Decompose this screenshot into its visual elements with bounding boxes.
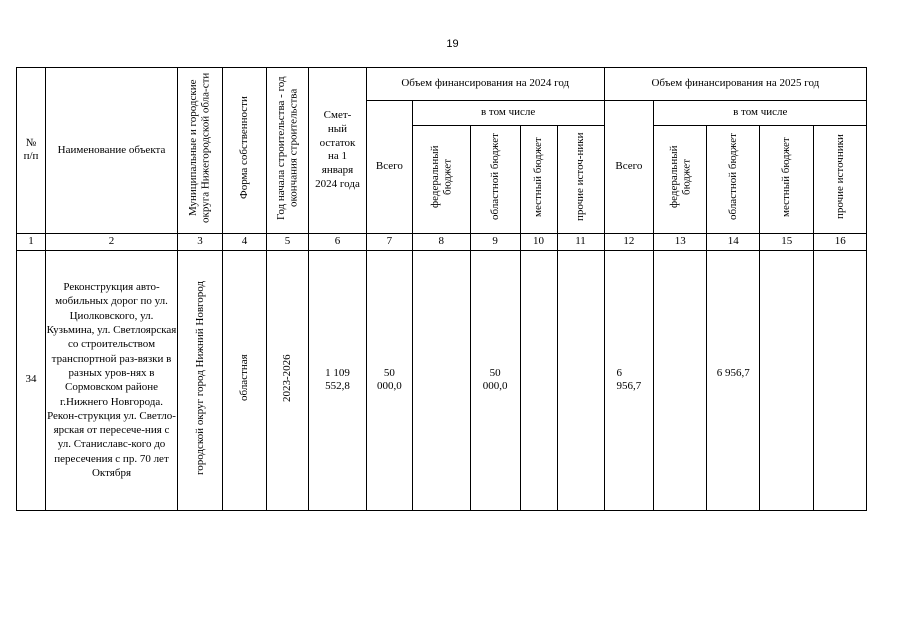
header-num: № п/п xyxy=(17,68,46,234)
column-number: 1 xyxy=(17,233,46,250)
column-number: 8 xyxy=(412,233,470,250)
header-fin-2025: Объем финансирования на 2025 год xyxy=(604,68,867,101)
header-regional-2024: областной бюджет xyxy=(470,125,520,233)
row-ownership: областная xyxy=(223,250,267,510)
column-number: 10 xyxy=(520,233,557,250)
column-number: 6 xyxy=(309,233,367,250)
table-row xyxy=(17,250,867,510)
column-number: 7 xyxy=(367,233,413,250)
column-number: 5 xyxy=(267,233,309,250)
column-number: 13 xyxy=(654,233,707,250)
column-number: 9 xyxy=(470,233,520,250)
column-number: 14 xyxy=(707,233,760,250)
header-years: Год начала строительства - год окончания строительства xyxy=(267,68,309,234)
header-municipality: Муниципальные и городские округа Нижегородской обла-сти xyxy=(178,68,223,234)
column-number: 11 xyxy=(557,233,604,250)
row-federal-2025 xyxy=(654,250,707,510)
header-other-2024: прочие источ-ники xyxy=(557,125,604,233)
header-fin-2024: Объем финансирования на 2024 год xyxy=(367,68,605,101)
financing-table xyxy=(16,67,867,511)
column-number: 12 xyxy=(604,233,654,250)
row-object-name: Реконструкция авто-мобильных дорог по ул. Циолковского, ул. Кузьмина, ул. Светлоярская со строительством транспортной раз-вязки в разных уров-нях в Сормовском районе г.Нижнего Новгорода. Рекон-струкция ул. Светло-ярская от пересече-ния с ул. Станиславс-кого до пересечения с пр. 70 лет Октября xyxy=(46,250,178,510)
header-ownership: Форма собственности xyxy=(223,68,267,234)
row-local-2025 xyxy=(760,250,814,510)
header-remaining: Смет-ный остаток на 1 января 2024 года xyxy=(309,68,367,234)
row-other-2025 xyxy=(814,250,867,510)
header-local-2025: местный бюджет xyxy=(760,125,814,233)
row-num: 34 xyxy=(17,250,46,510)
row-years: 2023-2026 xyxy=(267,250,309,510)
header-local-2024: местный бюджет xyxy=(520,125,557,233)
row-regional-2025: 6 956,7 xyxy=(707,250,760,510)
row-regional-2024: 50 000,0 xyxy=(470,250,520,510)
header-regional-2025: областной бюджет xyxy=(707,125,760,233)
column-number-row xyxy=(17,233,867,250)
row-remaining: 1 109 552,8 xyxy=(309,250,367,510)
header-federal-2025: федеральный бюджет xyxy=(654,125,707,233)
header-total-2025: Всего xyxy=(604,101,654,234)
header-federal-2024: федеральный бюджет xyxy=(412,125,470,233)
column-number: 3 xyxy=(178,233,223,250)
header-including-2025: в том числе xyxy=(654,101,867,126)
row-municipality: городской округ город Нижний Новгород xyxy=(178,250,223,510)
row-federal-2024 xyxy=(412,250,470,510)
row-total-2024: 50 000,0 xyxy=(367,250,413,510)
header-name: Наименование объекта xyxy=(46,68,178,234)
column-number: 2 xyxy=(46,233,178,250)
header-total-2024: Всего xyxy=(367,101,413,234)
row-local-2024 xyxy=(520,250,557,510)
header-other-2025: прочие источники xyxy=(814,125,867,233)
column-number: 15 xyxy=(760,233,814,250)
row-total-2025: 6 956,7 xyxy=(604,250,654,510)
page-number: 19 xyxy=(446,38,459,50)
row-other-2024 xyxy=(557,250,604,510)
header-including-2024: в том числе xyxy=(412,101,604,126)
column-number: 4 xyxy=(223,233,267,250)
column-number: 16 xyxy=(814,233,867,250)
